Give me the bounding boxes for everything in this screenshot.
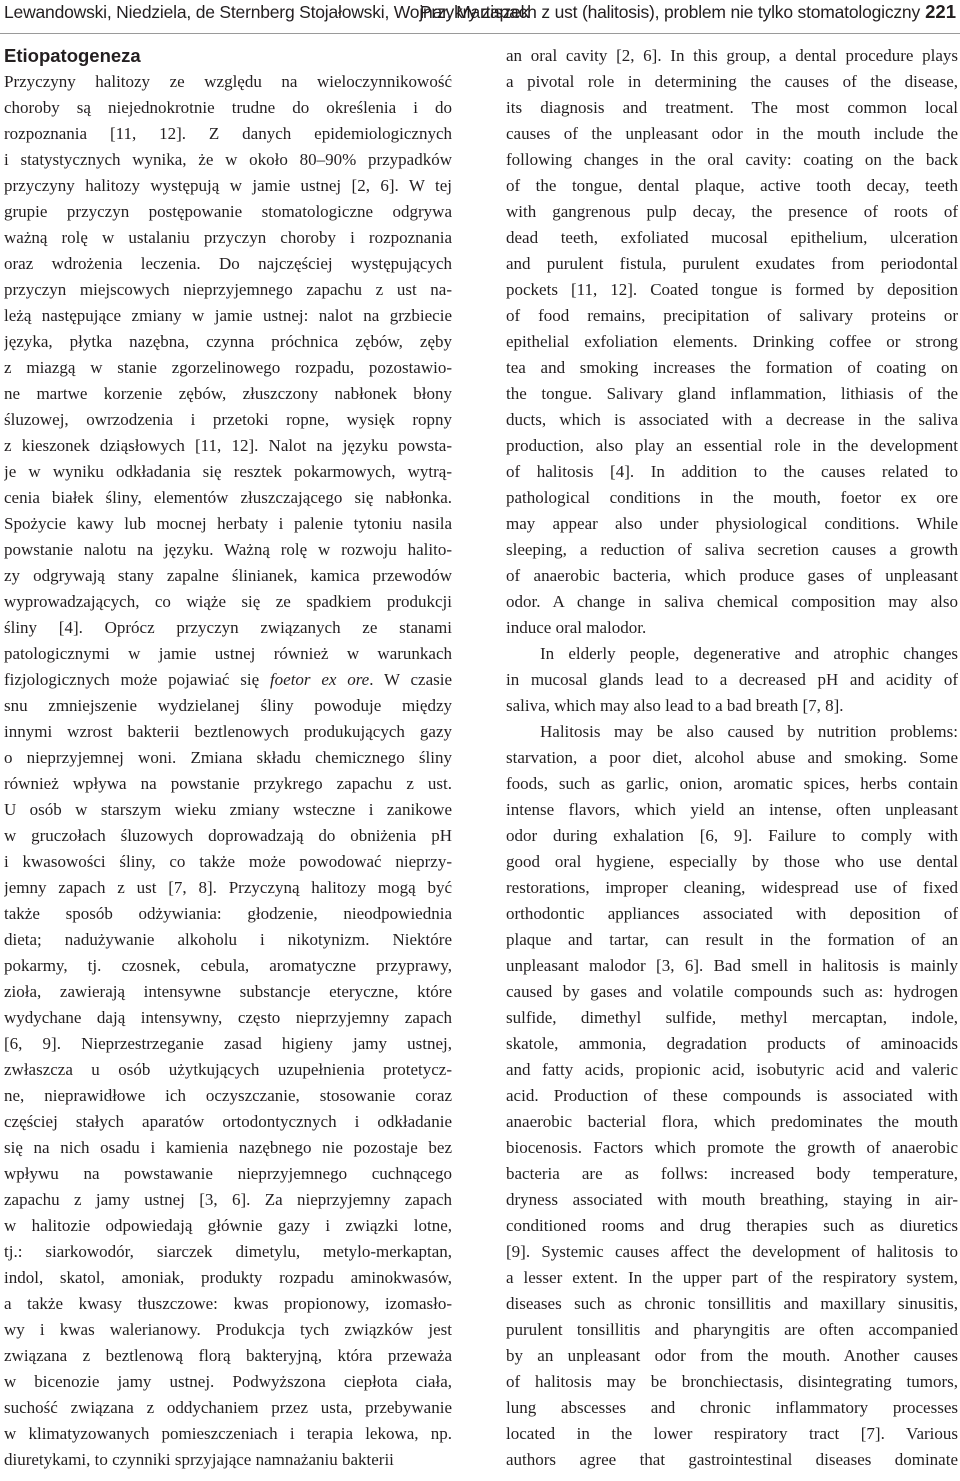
text-line: zwłaszcza u osób użytkujących uzupełnienia protetycz- [4, 1060, 452, 1079]
text-line: odor during exhalation [6, 9]. Failure to comply with [506, 826, 958, 845]
text-line: odor. A change in saliva chemical composition may also [506, 592, 958, 611]
text-line: lung abscesses and chronic inflammatory processes [506, 1398, 958, 1417]
text-line: the tongue. Salivary gland inflammation, lithiasis of the [506, 384, 958, 403]
text-line: orthodontic appliances associated with deposition of [506, 904, 958, 923]
text-line: w klimatyzowanych pomieszczeniach i terapia lekowa, np. [4, 1424, 452, 1443]
left-column-polish-text [4, 43, 452, 1473]
page-number: 221 [925, 1, 956, 22]
text-line: with gangrenous pulp decay, the presence of roots of [506, 202, 958, 221]
text-line: caused by gases and volatile compounds such as: hydrogen [506, 982, 958, 1001]
text-line: anaerobic bacterial flora, which predominates the mouth [506, 1112, 958, 1131]
text-line: [6, 9]. Nieprzestrzeganie zasad higieny jamy ustnej, [4, 1034, 452, 1053]
text-line: z kieszonek dziąsłowych [11, 12]. Nalot na języku powsta- [4, 436, 452, 455]
text-line: cenia białek śliny, elementów złuszczającego się nabłonka. [4, 488, 452, 507]
text-line: rozpoznania [11, 12]. Z danych epidemiologicznych [4, 124, 452, 143]
text-line: sulfide, dimethyl sulfide, methyl mercaptan, indole, [506, 1008, 958, 1027]
text-line: także sposób odżywiania: głodzenie, nieodpowiednia [4, 904, 452, 923]
text-line: wy i kwas walerianowy. Produkcja tych związków jest [4, 1320, 452, 1339]
text-line: by an unpleasant odor from the mouth. Another causes [506, 1346, 958, 1365]
text-line: conditioned rooms and drug therapies such as diuretics [506, 1216, 958, 1235]
text-line: following changes in the oral cavity: coating on the back [506, 150, 958, 169]
text-line: induce oral malodor. [506, 618, 647, 637]
text-line: ne, nieprawidłowe ich oczyszczanie, stosowanie coraz [4, 1086, 452, 1105]
text-line: i kwasowości śliny, co także może powodować nieprzy- [4, 852, 452, 871]
text-line: located in the lower respiratory tract [7]. Various [506, 1424, 958, 1443]
text-line: sleeping, a reduction of saliva secretion causes a growth [506, 540, 958, 559]
text-line: patologicznymi w jamie ustnej również w warunkach [4, 644, 452, 663]
text-line: of the tongue, dental plaque, active tooth decay, teeth [506, 176, 958, 195]
text-line: o nieprzyjemnej woni. Zmiana składu chemicznego śliny [4, 748, 452, 767]
text-line: In elderly people, degenerative and atrophic changes [540, 644, 958, 663]
text-line: dieta; nadużywanie alkoholu i nikotynizm. Niektóre [4, 930, 452, 949]
text-line: Przyczyny halitozy ze względu na wieloczynnikowość [4, 72, 452, 91]
text-line: w bicenozie jamy ustnej. Podwyższona ciepłota ciała, [4, 1372, 452, 1391]
text-line: i statystycznych wynika, że w około 80–90% przypadków [4, 150, 452, 169]
text-line: of anaerobic bacteria, which produce gases of unpleasant [506, 566, 958, 585]
right-column-english-text [506, 43, 958, 1473]
text-line: epithelial exfoliation elements. Drinking coffee or strong [506, 332, 958, 351]
text-line: intense flavors, which yield an intense, often unpleasant [506, 800, 958, 819]
text-line: of halitosis [4]. In addition to the causes related to [506, 462, 958, 481]
header-running-title: Przykry zapach z ust (halitosis), problem nie tylko stomatologiczny [419, 2, 920, 22]
text-line: Halitosis may be also caused by nutrition problems: [540, 722, 958, 741]
text-line: suchość związana z oddychaniem przez usta, przebywanie [4, 1398, 452, 1417]
text-line: dead teeth, exfoliated mucosal epithelium, ulceration [506, 228, 958, 247]
text-line: starvation, a poor diet, alcohol abuse and smoking. Some [506, 748, 958, 767]
text-line: diuretykami, to czynniki sprzyjające namnażaniu bakterii [4, 1450, 394, 1469]
text-line: acid. Production of these compounds is associated with [506, 1086, 958, 1105]
section-title: Etiopatogeneza [4, 45, 141, 66]
text-line: a pivotal role in determining the causes of the disease, [506, 72, 958, 91]
text-line: śluzowej, owrzodzenia i przetoki ropne, wysięk ropny [4, 410, 452, 429]
text-line: powstanie nalotu na języku. Ważną rolę w rozwoju halito- [4, 540, 452, 559]
text-line: zioła, zawierają intensywne substancje eteryczne, które [4, 982, 452, 1001]
text-line: Spożycie kawy lub mocnej herbaty i palenie tytoniu nasila [4, 514, 452, 533]
text-line: and purulent fistula, purulent exudates from periodontal [506, 254, 958, 273]
text-line: of halitosis may be bronchiectasis, disintegrating tumors, [506, 1372, 958, 1391]
text-line: śliny [4]. Oprócz przyczyn związanych ze stanami [4, 618, 452, 637]
text-line: tj.: siarkowodór, siarczek dimetylu, metylo-merkaptan, [4, 1242, 452, 1261]
text-line: pockets [11, 12]. Coated tongue is formed by deposition [506, 280, 958, 299]
text-line: leżą następujące zmiany w jamie ustnej: nalot na grzbiecie [4, 306, 452, 325]
text-line: języka, płytka nazębna, czynna próchnica zębów, zęby [4, 332, 452, 351]
text-line: związana z beztlenową florą bakteryjną, która przeważa [4, 1346, 452, 1365]
text-line: również wpływa na powstanie przykrego zapachu z ust. [4, 774, 452, 793]
text-line: zapachu z jamy ustnej [3, 6]. Za nieprzyjemny zapach [4, 1190, 452, 1209]
text-line: wpływu na powstawanie nieprzyjemnego cuchnącego [4, 1164, 452, 1183]
text-line: w halitozie odpowiedają głównie gazy i związki lotne, [4, 1216, 452, 1235]
text-line: w gruczołach śluzowych doprowadzają do obniżenia pH [4, 826, 452, 845]
text-line: U osób w starszym wieku zmiany wsteczne i zanikowe [4, 800, 452, 819]
text-line: innymi wzrost bakterii beztlenowych produkujących gazy [4, 722, 452, 741]
header-authors: Lewandowski, Niedziela, de Sternberg Stojałowski, Wojnar, Martiszek [4, 2, 530, 22]
text-line: ne martwe korzenie zębów, złuszczony nabłonek błony [4, 384, 452, 403]
text-line: authors agree that gastrointestinal diseases dominate [506, 1450, 958, 1469]
text-line: foods, such as garlic, onion, aromatic spices, herbs contain [506, 774, 958, 793]
text-line: zy odgrywają stany zapalne ślinianek, kamica przewodów [4, 566, 452, 585]
text-line: restorations, improper cleaning, widespread use of fixed [506, 878, 958, 897]
text-line: in mucosal glands lead to a decreased pH and acidity of [506, 670, 958, 689]
text-line: z miazgą w stanie zgorzelinowego rozpadu, pozostawio- [4, 358, 452, 377]
text-line: ducts, which is associated with a decrease in the saliva [506, 410, 958, 429]
text-line: unpleasant malodor [3, 6]. Bad smell in halitosis is mainly [506, 956, 958, 975]
text-fragment: . W czasie [369, 670, 452, 689]
text-line: się na nich osadu i kamienia nazębnego nie pozostaje bez [4, 1138, 452, 1157]
text-line: wyprowadzających, co wiąże się ze spadkiem produkcji [4, 592, 452, 611]
text-line: plaque and tartar, can result in the formation of an [506, 930, 958, 949]
text-line: diseases such as chronic tonsillitis and maxillary sinusitis, [506, 1294, 958, 1313]
text-line: pokarmy, tj. czosnek, cebula, aromatyczne przyprawy, [4, 956, 452, 975]
text-line: tea and smoking increases the formation of coating on [506, 358, 958, 377]
text-line: a także kwasy tłuszczowe: kwas propionowy, izomasło- [4, 1294, 452, 1313]
text-line: purulent tonsillitis and pharyngitis are often accompanied [506, 1320, 958, 1339]
text-line: dryness associated with mouth breathing, staying in air- [506, 1190, 958, 1209]
text-line: fizjologicznych może pojawiać się foetor ex ore. W czasie [4, 670, 452, 689]
text-line: of food remains, precipitation of salivary proteins or [506, 306, 958, 325]
italic-term: foetor ex ore [269, 670, 370, 689]
text-line: przyczyn miejscowych nieprzyjemnego zapachu z ust na- [4, 280, 452, 299]
text-line: skatole, ammonia, degradation products of aminoacids [506, 1034, 958, 1053]
text-line: snu zmniejszenie wydzielanej śliny powoduje między [4, 696, 452, 715]
text-line: [9]. Systemic causes affect the development of halitosis to [506, 1242, 958, 1261]
text-line: bacteria are as follws: increased body temperature, [506, 1164, 958, 1183]
text-line: production, also play an essential role in the development [506, 436, 958, 455]
text-line: good oral hygiene, especially by those who use dental [506, 852, 958, 871]
text-line: pathological conditions in the mouth, foetor ex ore [506, 488, 958, 507]
text-line: its diagnosis and treatment. The most common local [506, 98, 958, 117]
text-line: ważną rolę w ustalaniu przyczyn choroby i rozpoznania [4, 228, 452, 247]
text-line: an oral cavity [2, 6]. In this group, a dental procedure plays [506, 46, 958, 65]
text-line: je w wyniku odkładania się resztek pokarmowych, wytrą- [4, 462, 452, 481]
text-line: a lesser extent. In the upper part of the respiratory system, [506, 1268, 958, 1287]
running-header [0, 0, 960, 34]
text-line: oraz wdrożenia leczenia. Do najczęściej występujących [4, 254, 452, 273]
text-line: causes of the unpleasant odor in the mouth include the [506, 124, 958, 143]
text-line: choroby są niejednokrotnie trudne do określenia i do [4, 98, 452, 117]
text-line: grupie przyczyn postępowanie stomatologiczne odgrywa [4, 202, 452, 221]
text-line: jemny zapach z ust [7, 8]. Przyczyną halitozy mogą być [4, 878, 452, 897]
text-line: przyczyny halitozy występują w jamie ustnej [2, 6]. W tej [4, 176, 452, 195]
text-line: saliva, which may also lead to a bad breath [7, 8]. [506, 696, 844, 715]
text-line: częściej stałych aparatów ortodontycznych i odkładanie [4, 1112, 452, 1131]
text-line: indol, skatol, amoniak, produkty rozpadu aminokwasów, [4, 1268, 452, 1287]
text-line: may appear also under physiological conditions. While [506, 514, 958, 533]
text-line: biocenosis. Factors which promote the growth of anaerobic [506, 1138, 958, 1157]
text-line: and fatty acids, propionic acid, isobutyric acid and valeric [506, 1060, 958, 1079]
text-line: wydychane dają intensywny, często nieprzyjemny zapach [4, 1008, 452, 1027]
